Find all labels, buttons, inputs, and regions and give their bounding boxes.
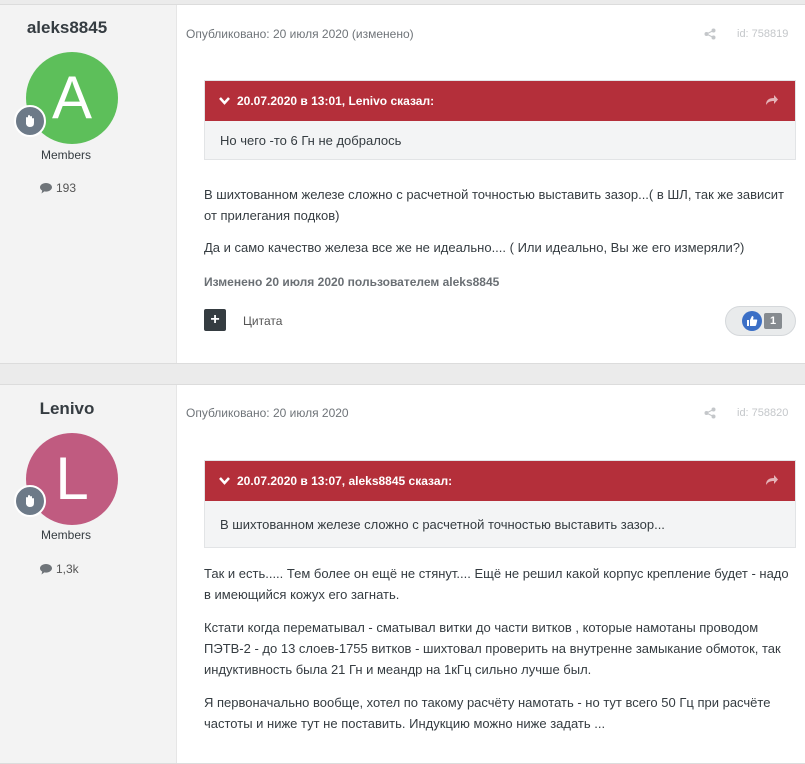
quote-citation: 20.07.2020 в 13:07, aleks8845 сказал: bbox=[237, 474, 453, 488]
quote-text: В шихтованном железе сложно с расчетной точностью выставить зазор... bbox=[220, 516, 665, 532]
quote-citation: 20.07.2020 в 13:01, Lenivo сказал: bbox=[237, 94, 435, 108]
comment-icon bbox=[40, 564, 52, 575]
reaction-count: 1 bbox=[764, 313, 782, 329]
author-name-link[interactable]: Lenivo bbox=[39, 399, 95, 418]
post-id-link[interactable]: id: 758819 bbox=[737, 28, 789, 40]
forward-arrow-icon[interactable] bbox=[765, 94, 779, 106]
share-icon[interactable] bbox=[704, 407, 716, 419]
avatar[interactable]: L bbox=[26, 433, 118, 525]
chevron-down-icon bbox=[219, 97, 230, 105]
multiquote-plus-button[interactable]: + bbox=[204, 309, 226, 331]
author-name-link[interactable]: aleks8845 bbox=[26, 18, 108, 37]
user-group-label: Members bbox=[40, 528, 91, 542]
quote-button[interactable]: Цитата bbox=[243, 314, 283, 328]
author-panel bbox=[0, 5, 177, 363]
quote-header[interactable] bbox=[205, 81, 795, 121]
avatar[interactable]: A bbox=[26, 52, 118, 144]
comment-icon bbox=[40, 183, 52, 194]
forward-arrow-icon[interactable] bbox=[765, 474, 779, 486]
rank-badge-icon bbox=[14, 105, 46, 137]
quote-block bbox=[204, 460, 796, 548]
post-aleks8845 bbox=[0, 4, 805, 364]
edited-note: Изменено 20 июля 2020 пользователем aleks8845 bbox=[204, 275, 500, 289]
quote-block bbox=[204, 80, 796, 160]
post-paragraph: Кстати когда перематывал - сматывал витки до части витков , которые намотаны проводом ПЭТВ-2 - до 13 слоев-1755 витков - шихтовал проверить на внутренне замыкание обмоток, так индуктивность была 21 Гн и меандр на 1кГц сильно лучше был. bbox=[204, 620, 781, 677]
share-icon[interactable] bbox=[704, 28, 716, 40]
reaction-like-button[interactable] bbox=[725, 306, 796, 336]
published-date: Опубликовано: 20 июля 2020 (изменено) bbox=[186, 27, 414, 41]
quote-text: Но чего -то 6 Гн не добралось bbox=[220, 132, 402, 148]
post-id-link[interactable]: id: 758820 bbox=[737, 407, 789, 419]
post-paragraph: В шихтованном железе сложно с расчетной точностью выставить зазор...( в ШЛ, так же зависит от прилегания подков) bbox=[204, 187, 784, 223]
post-count-value: 193 bbox=[56, 181, 77, 195]
post-count-value: 1,3k bbox=[56, 562, 79, 576]
published-date: Опубликовано: 20 июля 2020 bbox=[186, 406, 349, 420]
thumbs-up-icon bbox=[742, 311, 762, 331]
quote-header[interactable] bbox=[205, 461, 795, 501]
post-paragraph: Так и есть..... Тем более он ещё не стянут.... Ещё не решил какой корпус крепление будет - надо в имеющийся кожух его загнать. bbox=[204, 566, 789, 602]
post-lenivo bbox=[0, 384, 805, 764]
author-panel bbox=[0, 385, 177, 763]
chevron-down-icon bbox=[219, 477, 230, 485]
post-paragraph: Я первоначально вообще, хотел по такому расчёту намотать - но тут всего 50 Гц при расчёте частоты и ниже тут не поставить. Индукцию можно ниже задать ... bbox=[204, 695, 771, 731]
rank-badge-icon bbox=[14, 485, 46, 517]
post-count bbox=[40, 181, 76, 195]
post-paragraph: Да и само качество железа все же не идеально.... ( Или идеально, Вы же его измеряли?) bbox=[204, 240, 745, 255]
user-group-label: Members bbox=[40, 148, 91, 162]
post-count bbox=[40, 562, 79, 576]
